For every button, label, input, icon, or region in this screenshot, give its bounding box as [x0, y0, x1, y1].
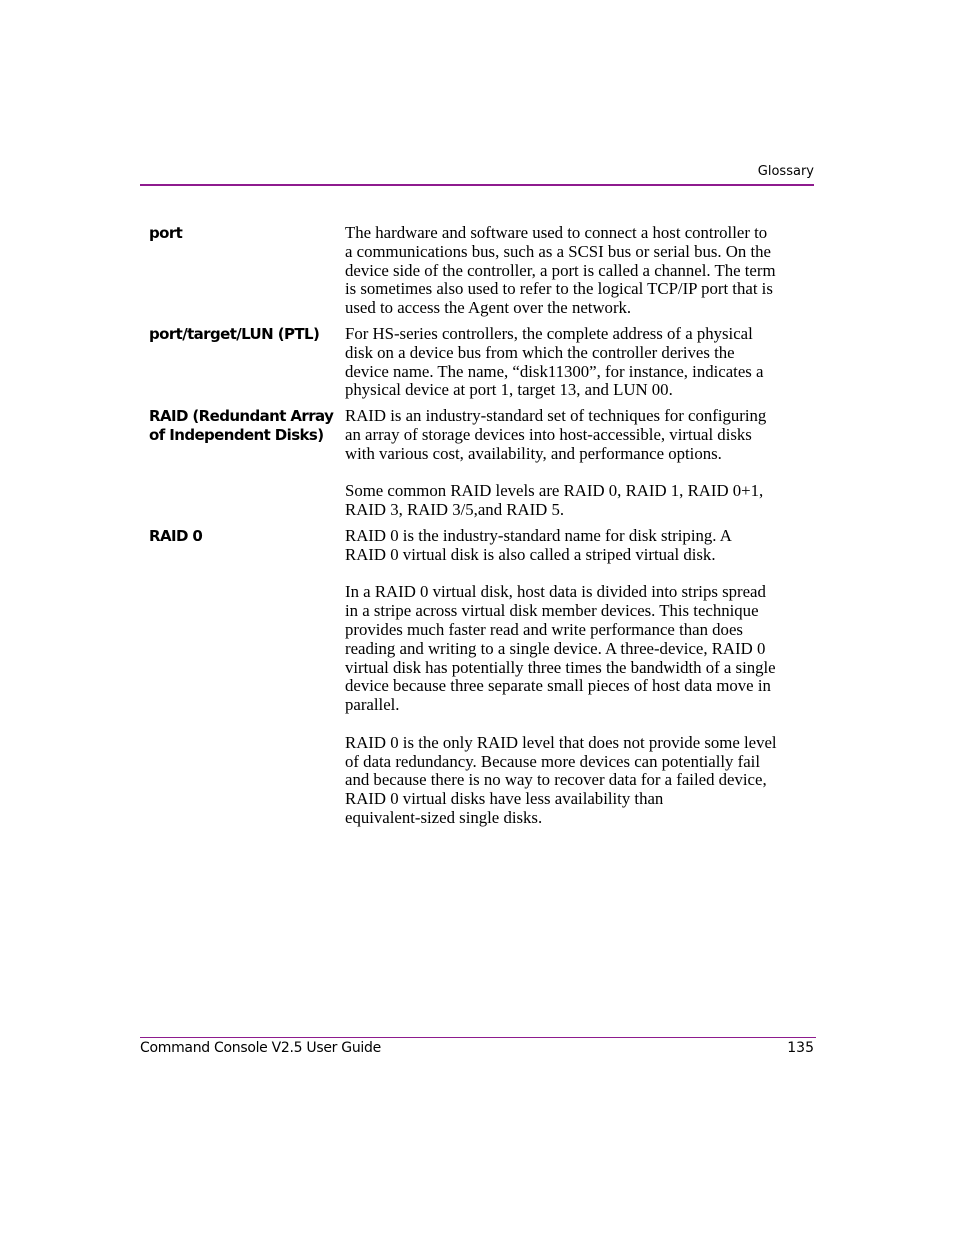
glossary-definition	[345, 527, 785, 828]
term-line: port/target/LUN (PTL)	[149, 324, 320, 343]
header-divider	[140, 184, 814, 186]
term-line: port	[149, 224, 183, 242]
term-line: of Independent Disks)	[149, 426, 324, 445]
definition-paragraph: The hardware and software used to connect a host controller to a communications bus, such as a SCSI bus or serial bus. On the device side of the controller, a port is called a channel. The term is sometimes also used to refer to the logical TCP/IP port that is used to access the Agent over the network.	[345, 223, 776, 318]
glossary-entry-ptl	[149, 325, 789, 400]
glossary-term	[149, 527, 334, 546]
glossary-entries	[149, 224, 789, 835]
glossary-term	[149, 407, 334, 445]
footer-divider	[140, 1037, 816, 1038]
term-line: RAID (Redundant Array	[149, 407, 334, 426]
document-title: Command Console V2.5 User Guide	[140, 1040, 381, 1056]
definition-paragraph: RAID is an industry-standard set of techniques for configuring an array of storage devices into host-accessible, virtual disks with various cost, availability, and performance options.	[345, 406, 767, 463]
term-line: RAID 0	[149, 526, 203, 545]
glossary-definition	[345, 224, 785, 318]
glossary-entry-raid-0	[149, 527, 789, 828]
section-title: Glossary	[757, 164, 814, 179]
definition-paragraph: RAID 0 is the only RAID level that does not provide some level of data redundancy. Because more devices can potentially fail and because there is no way to recover data for a failed device, RAID 0 virtual disks have less availability than equivalent-sized single disks.	[345, 732, 777, 827]
definition-paragraph: RAID 0 is the industry-standard name for disk striping. A RAID 0 virtual disk is also called a striped virtual disk.	[345, 525, 732, 564]
glossary-term	[149, 325, 334, 344]
page-number: 135	[787, 1040, 814, 1056]
glossary-definition	[345, 325, 785, 400]
glossary-term	[149, 224, 334, 243]
definition-paragraph: For HS-series controllers, the complete address of a physical disk on a device bus from which the controller derives the device name. The name, “disk11300”, for instance, indicates a physical device at port 1, target 13, and LUN 00.	[345, 323, 764, 400]
glossary-definition	[345, 407, 785, 520]
definition-paragraph: In a RAID 0 virtual disk, host data is divided into strips spread in a stripe across virtual disk member devices. This technique provides much faster read and write performance than does reading and writing to a single device. A three-device, RAID 0 virtual disk has potentially three times the bandwidth of a single device because three separate small pieces of host data move in parallel.	[345, 582, 776, 715]
glossary-entry-port	[149, 224, 789, 318]
glossary-entry-raid	[149, 407, 789, 520]
definition-paragraph: Some common RAID levels are RAID 0, RAID 1, RAID 0+1, RAID 3, RAID 3/5,and RAID 5.	[345, 481, 764, 520]
